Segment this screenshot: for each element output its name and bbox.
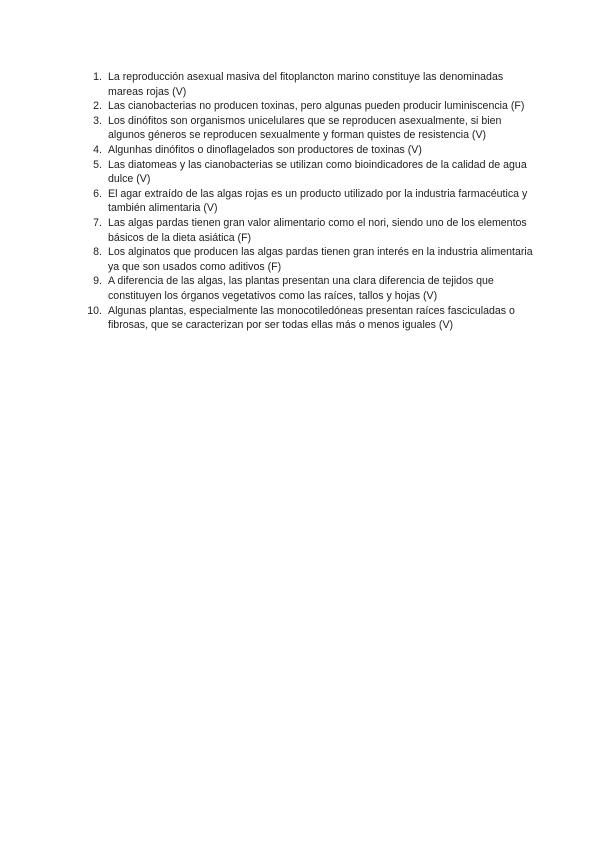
statement-text: Algunhas dinófitos o dinoflagelados son productores de toxinas (V): [108, 143, 422, 156]
statement-number: 6.: [93, 187, 102, 200]
statement-item-4: [82, 143, 538, 158]
statement-item-7: [82, 216, 538, 245]
statement-number: 1.: [93, 71, 102, 83]
statement-text: Los dinófitos son organismos unicelulares que se reproducen asexualmente, si bien algunos géneros se reproducen sexualmente y forman quistes de resistencia (V): [108, 114, 502, 142]
statement-text: Las algas pardas tienen gran valor alimentario como el nori, siendo uno de los elementos básicos de la dieta asiática (F): [108, 216, 527, 244]
statement-text: La reproducción asexual masiva del fitoplancton marino constituye las denominadas mareas rojas (V): [108, 71, 504, 98]
statement-item-5: [82, 158, 538, 187]
statement-number: 5.: [93, 158, 102, 171]
statement-text: El agar extraído de las algas rojas es un producto utilizado por la industria farmacéutica y también alimentaria (V): [108, 187, 528, 215]
statement-text: Los alginatos que producen las algas pardas tienen gran interés en la industria alimentaria ya que son usados como aditivos (F): [108, 246, 533, 273]
statement-item-2: [82, 99, 538, 114]
statement-number: 10.: [87, 304, 102, 317]
statement-number: 7.: [93, 216, 102, 229]
statement-text: A diferencia de las algas, las plantas presentan una clara diferencia de tejidos que constituyen los órganos vegetativos como las raíces, tallos y hojas (V): [108, 275, 494, 302]
statement-item-10: [82, 304, 538, 333]
statement-text: Las diatomeas y las cianobacterias se utilizan como bioindicadores de la calidad de agua dulce (V): [108, 158, 527, 186]
statement-number: 2.: [93, 100, 102, 113]
statement-text: Algunas plantas, especialmente las monocotiledóneas presentan raíces fasciculadas o fibrosas, que se caracterizan por ser todas ellas más o menos iguales (V): [108, 304, 515, 332]
statement-list: [82, 70, 538, 333]
statement-number: 9.: [93, 275, 102, 288]
statement-number: 8.: [93, 246, 102, 259]
statement-item-1: [82, 70, 538, 99]
statement-item-9: [82, 274, 538, 303]
statement-item-8: [82, 245, 538, 274]
statement-number: 3.: [93, 114, 102, 127]
statement-text: Las cianobacterias no producen toxinas, pero algunas pueden producir luminiscencia (F): [108, 100, 525, 113]
statement-item-6: [82, 187, 538, 216]
statement-item-3: [82, 114, 538, 143]
statement-number: 4.: [93, 143, 102, 156]
